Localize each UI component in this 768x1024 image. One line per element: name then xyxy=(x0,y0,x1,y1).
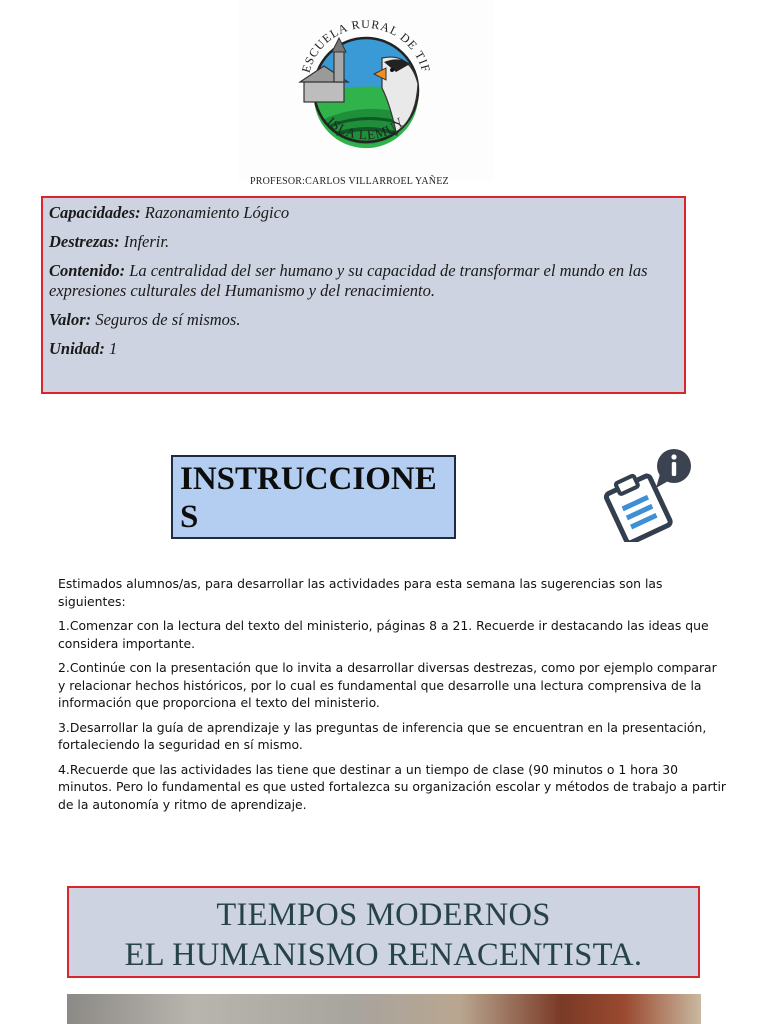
school-logo-emblem xyxy=(286,8,446,168)
logo-bottom-text: ISLA LEMUY xyxy=(324,113,408,143)
instruction-item: 1.Comenzar con la lectura del texto del ministerio, páginas 8 a 21. Recuerde ir destacando las ideas que considera importante. xyxy=(58,618,709,651)
capacidades-label: Capacidades: xyxy=(49,203,141,222)
section-title-line1: TIEMPOS MODERNOS xyxy=(216,897,551,933)
instructions-list xyxy=(58,575,726,820)
unidad-label: Unidad: xyxy=(49,339,105,358)
contenido-value: La centralidad del ser humano y su capacidad de transformar el mundo en las expresiones culturales del Humanismo y del renacimiento. xyxy=(49,261,648,300)
clipboard-info-icon xyxy=(598,446,698,547)
lesson-info-box xyxy=(41,196,686,394)
instruction-item: 4.Recuerde que las actividades las tiene que destinar a un tiempo de clase (90 minutos o 1 hora 30 minutos. Pero lo fundamental es que usted fortalezca su organización escolar y métodos de trabajo a partir de la autonomía y ritmo de aprendizaje. xyxy=(58,761,726,812)
school-logo xyxy=(238,0,494,180)
contenido-label: Contenido: xyxy=(49,261,126,280)
valor-value: Seguros de sí mismos. xyxy=(95,310,241,329)
profesor-name: PROFESOR:CARLOS VILLARROEL YAÑEZ xyxy=(250,176,449,187)
unidad-line xyxy=(49,339,676,359)
instruction-item: 2.Continúe con la presentación que lo invita a desarrollar diversas destrezas, como por ejemplo comparar y relacionar hechos históricos, por lo cual es fundamental que desarrolle una lectura comprensiva de la información que proporciona el texto del ministerio. xyxy=(58,660,717,710)
renaissance-painting-image xyxy=(67,994,701,1024)
section-title-line2: EL HUMANISMO RENACENTISTA. xyxy=(124,937,643,973)
logo-top-text: ESCUELA RURAL DE TIF xyxy=(298,16,434,75)
section-title-box xyxy=(67,886,700,978)
unidad-value: 1 xyxy=(109,339,118,358)
capacidades-value: Razonamiento Lógico xyxy=(144,203,290,222)
instruction-intro: Estimados alumnos/as, para desarrollar las actividades para esta semana las sugerencias son las siguientes: xyxy=(58,576,663,609)
valor-label: Valor: xyxy=(49,310,92,329)
destrezas-line xyxy=(49,232,676,252)
valor-line xyxy=(49,310,676,330)
contenido-line xyxy=(49,261,676,301)
capacidades-line xyxy=(49,203,676,223)
destrezas-value: Inferir. xyxy=(123,232,170,251)
instruction-item: 3.Desarrollar la guía de aprendizaje y las preguntas de inferencia que se encuentran en la presentación, fortaleciendo la seguridad en sí mismo. xyxy=(58,719,707,752)
destrezas-label: Destrezas: xyxy=(49,232,120,251)
instrucciones-heading: INSTRUCCIONES xyxy=(171,455,456,539)
